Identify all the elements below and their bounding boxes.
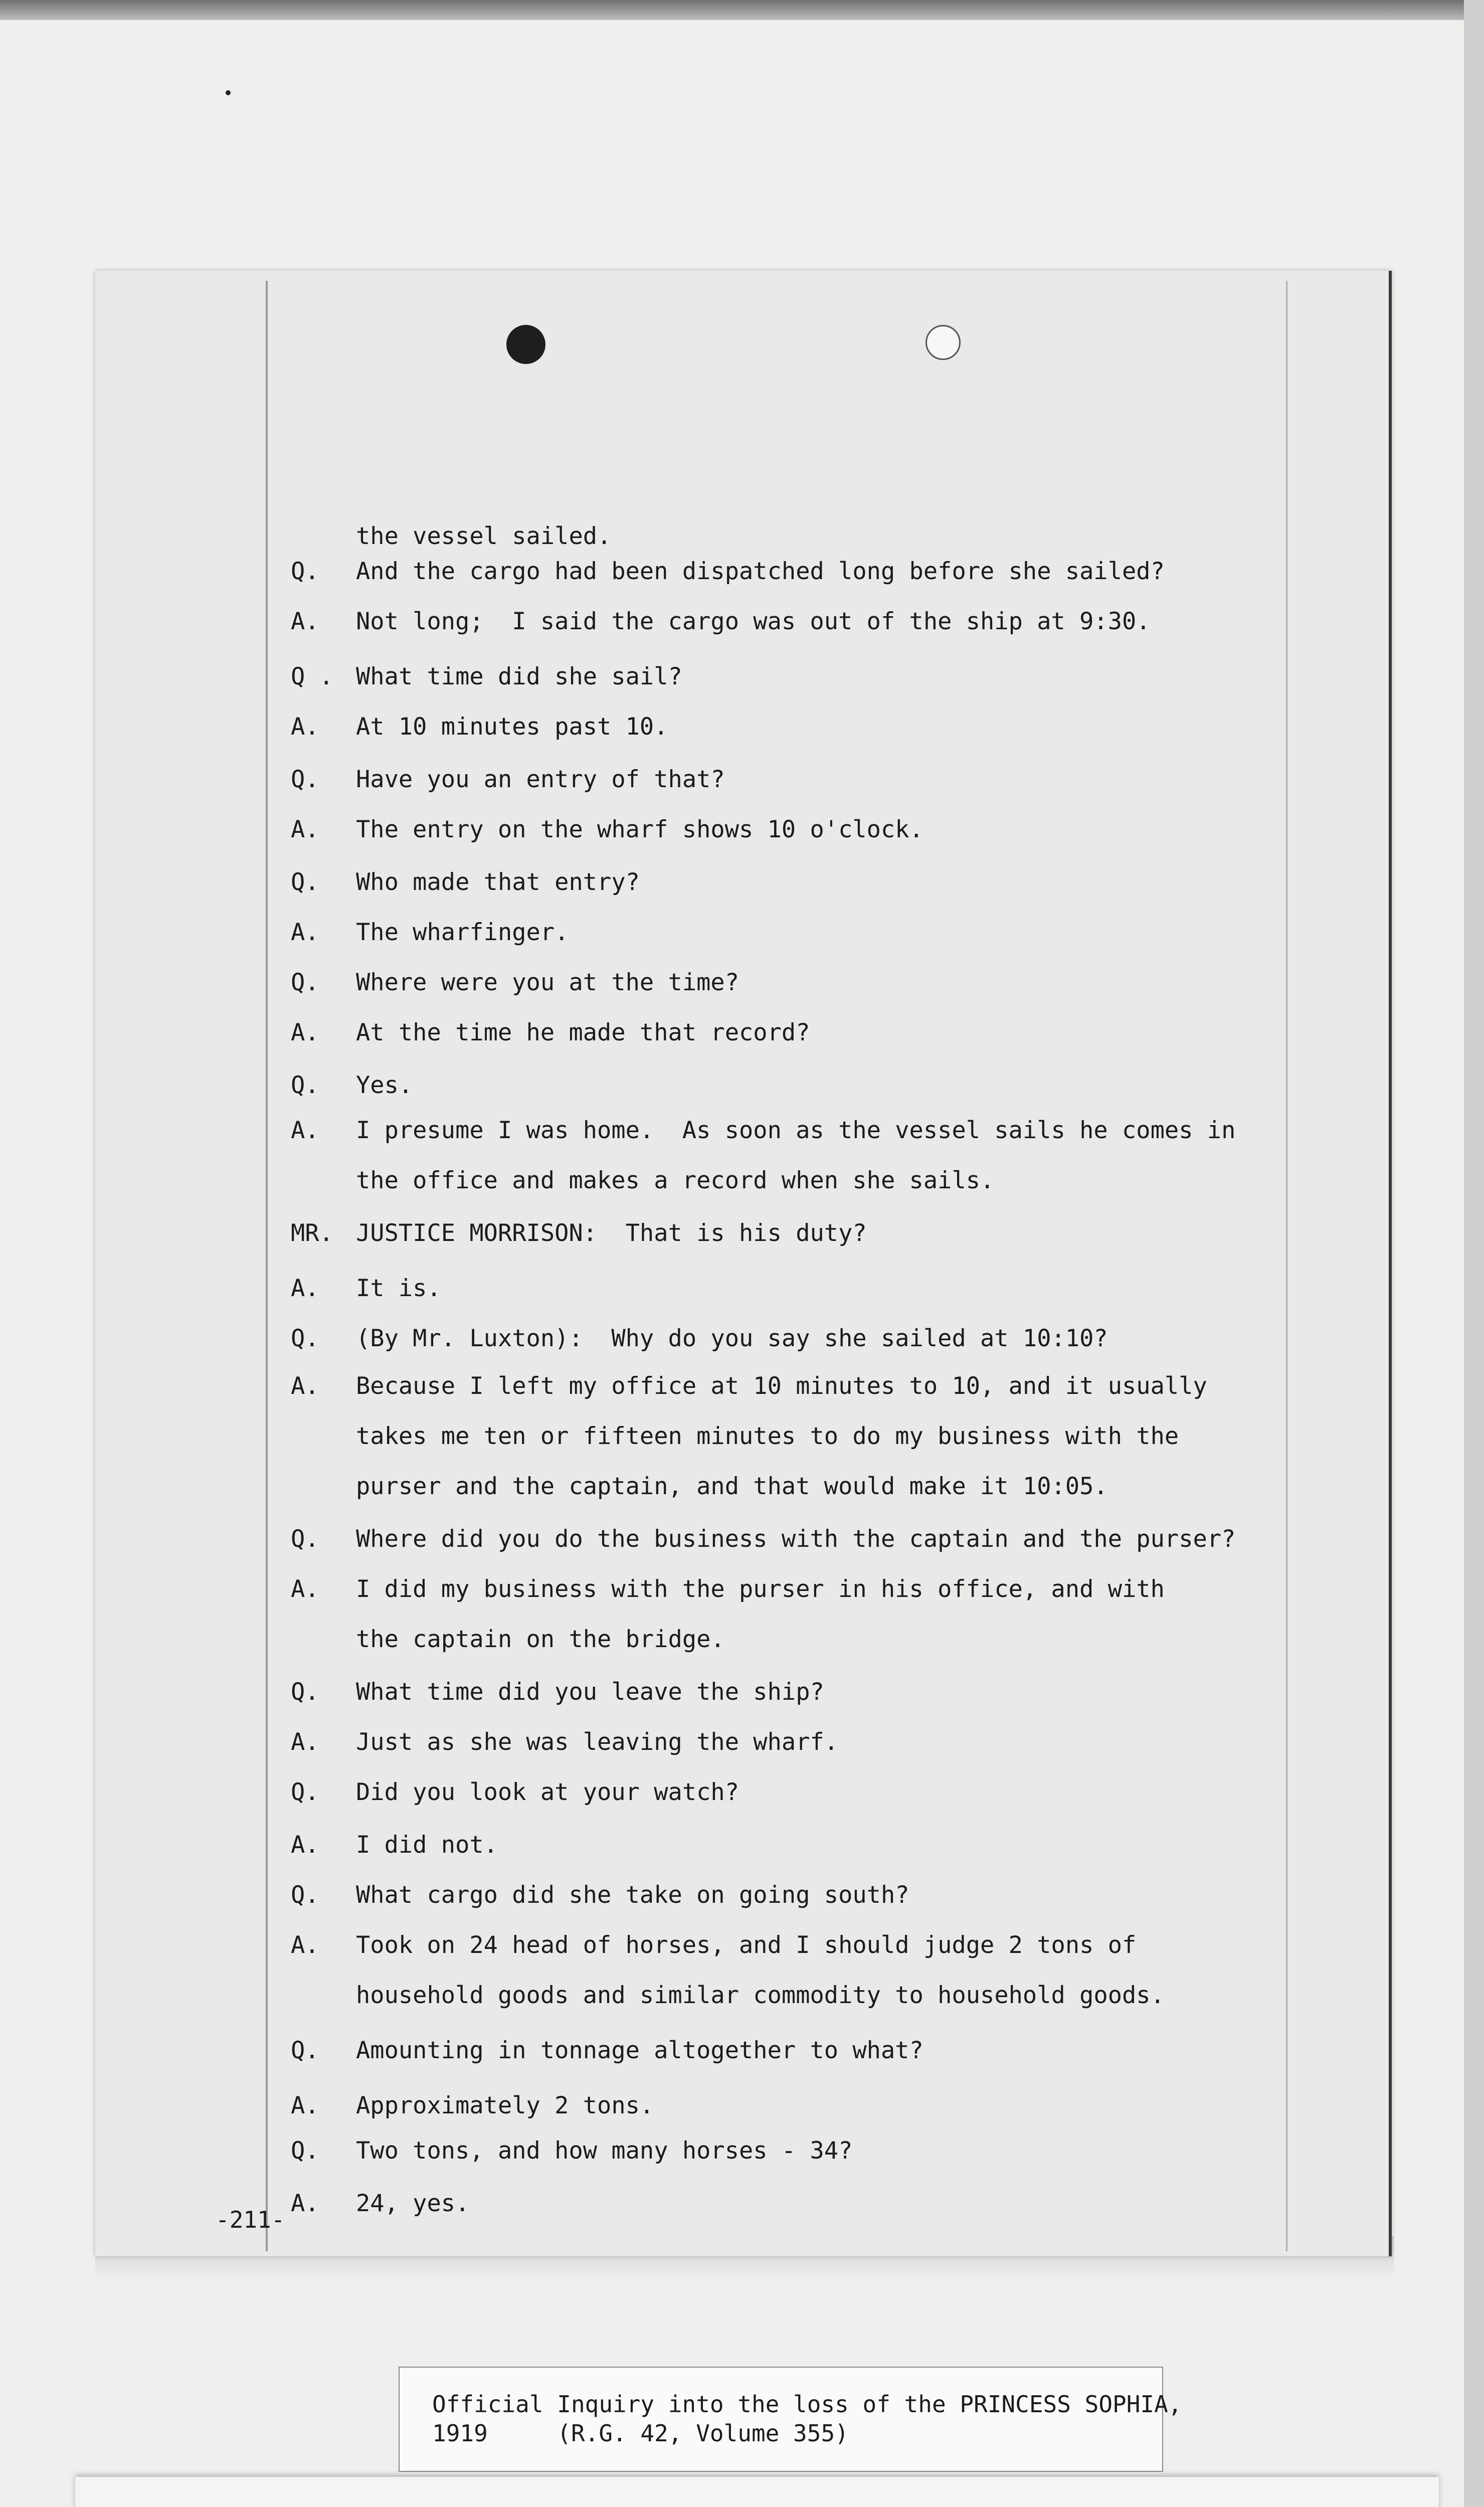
line-text: JUSTICE MORRISON: That is his duty? xyxy=(356,1219,867,1247)
transcript-line xyxy=(291,1472,1283,1502)
line-text: the office and makes a record when she sails. xyxy=(356,1167,995,1194)
line-speaker: A. xyxy=(291,1117,319,1144)
line-speaker: Q. xyxy=(291,969,319,996)
line-speaker: Q. xyxy=(291,1525,319,1553)
transcript-line xyxy=(291,1777,1283,1808)
line-text: (By Mr. Luxton): Why do you say she sailed at 10:10? xyxy=(356,1325,1108,1352)
punch-hole-dark xyxy=(506,325,545,364)
line-speaker: A. xyxy=(291,1372,319,1400)
transcript-line xyxy=(291,1625,1283,1655)
line-text: Who made that entry? xyxy=(356,868,640,896)
line-text: Because I left my office at 10 minutes to 10, and it usually xyxy=(356,1372,1207,1400)
transcript-line xyxy=(291,1421,1283,1452)
line-text: I did my business with the purser in his office, and with xyxy=(356,1575,1165,1603)
transcript-line xyxy=(291,1166,1283,1196)
line-text: At the time he made that record? xyxy=(356,1019,810,1046)
transcript-line xyxy=(291,1880,1283,1910)
dust-speck xyxy=(226,90,231,95)
line-speaker: A. xyxy=(291,1575,319,1603)
line-text: The wharfinger. xyxy=(356,919,569,946)
line-text: Where were you at the time? xyxy=(356,969,739,996)
line-speaker: A. xyxy=(291,713,319,741)
archive-caption-label xyxy=(399,2367,1182,2472)
line-text: Yes. xyxy=(356,1071,413,1099)
line-text: What time did she sail? xyxy=(356,663,682,690)
line-speaker: Q. xyxy=(291,1678,319,1706)
transcript-line xyxy=(291,1677,1283,1707)
line-speaker: A. xyxy=(291,2190,319,2217)
line-speaker: Q. xyxy=(291,1325,319,1352)
line-text: Just as she was leaving the wharf. xyxy=(356,1728,839,1756)
transcript-line xyxy=(291,1830,1283,1860)
transcript-line xyxy=(291,1324,1283,1354)
caption-line-2: 1919 (R.G. 42, Volume 355) xyxy=(432,2420,849,2447)
transcript-line xyxy=(291,765,1283,795)
transcript-line xyxy=(291,1070,1283,1101)
line-speaker: Q. xyxy=(291,868,319,896)
line-speaker: MR. xyxy=(291,1219,333,1247)
line-text: The entry on the wharf shows 10 o'clock. xyxy=(356,816,923,843)
punch-hole-light xyxy=(925,325,961,360)
transcript-line xyxy=(291,1930,1283,1960)
transcript-line xyxy=(291,607,1283,637)
line-speaker: A. xyxy=(291,1728,319,1756)
transcript-line xyxy=(291,662,1283,692)
archives-stamp xyxy=(75,2477,1439,2507)
transcript-line xyxy=(291,521,1283,552)
line-text: Took on 24 head of horses, and I should judge 2 tons of xyxy=(356,1931,1137,1959)
line-speaker: Q. xyxy=(291,558,319,585)
line-text: It is. xyxy=(356,1275,441,1302)
right-margin-rule xyxy=(1286,281,1287,2251)
line-speaker: A. xyxy=(291,816,319,843)
line-text: Amounting in tonnage altogether to what? xyxy=(356,2037,923,2064)
line-speaker: A. xyxy=(291,2092,319,2119)
transcript-line xyxy=(291,712,1283,742)
line-text: And the cargo had been dispatched long before she sailed? xyxy=(356,558,1165,585)
transcript-line xyxy=(291,1218,1283,1248)
line-text: Two tons, and how many horses - 34? xyxy=(356,2137,853,2165)
page-number: -211- xyxy=(216,2206,285,2233)
line-text: household goods and similar commodity to household goods. xyxy=(356,1982,1165,2009)
line-speaker: A. xyxy=(291,1931,319,1959)
scan-top-edge xyxy=(0,0,1484,20)
line-text: Where did you do the business with the captain and the purser? xyxy=(356,1525,1236,1553)
transcript-line xyxy=(291,2036,1283,2066)
transcript-line xyxy=(291,1727,1283,1757)
line-speaker: A. xyxy=(291,1275,319,1302)
line-speaker: Q. xyxy=(291,1778,319,1806)
transcript-line xyxy=(291,557,1283,587)
transcript-line xyxy=(291,1274,1283,1304)
transcript-line xyxy=(291,2091,1283,2121)
line-text: takes me ten or fifteen minutes to do my business with the xyxy=(356,1422,1179,1450)
line-speaker: Q . xyxy=(291,663,333,690)
line-speaker: Q. xyxy=(291,766,319,793)
transcript-line xyxy=(291,1018,1283,1048)
transcript-line xyxy=(291,1116,1283,1146)
scan-right-edge xyxy=(1464,0,1484,2507)
line-speaker: Q. xyxy=(291,1071,319,1099)
line-text: the captain on the bridge. xyxy=(356,1626,725,1653)
transcript-line xyxy=(291,1524,1283,1554)
transcript-line xyxy=(291,2136,1283,2166)
line-speaker: A. xyxy=(291,608,319,635)
line-speaker: Q. xyxy=(291,2137,319,2165)
left-margin-rule xyxy=(266,281,268,2251)
transcript-line xyxy=(291,1371,1283,1401)
line-text: purser and the captain, and that would make it 10:05. xyxy=(356,1473,1108,1500)
transcript-line xyxy=(291,918,1283,948)
transcript-line xyxy=(291,1574,1283,1604)
transcript-line xyxy=(291,968,1283,998)
line-text: Did you look at your watch? xyxy=(356,1778,739,1806)
line-text: Not long; I said the cargo was out of the ship at 9:30. xyxy=(356,608,1151,635)
line-text: At 10 minutes past 10. xyxy=(356,713,668,741)
line-speaker: Q. xyxy=(291,1881,319,1909)
line-speaker: A. xyxy=(291,1019,319,1046)
line-speaker: Q. xyxy=(291,2037,319,2064)
line-text: What cargo did she take on going south? xyxy=(356,1881,909,1909)
transcript-line xyxy=(291,867,1283,898)
line-text: Approximately 2 tons. xyxy=(356,2092,654,2119)
line-speaker: A. xyxy=(291,1831,319,1859)
line-text: I presume I was home. As soon as the vessel sails he comes in xyxy=(356,1117,1236,1144)
caption-line-1: Official Inquiry into the loss of the PRINCESS SOPHIA, xyxy=(432,2391,1182,2418)
line-speaker: A. xyxy=(291,919,319,946)
line-text: 24, yes. xyxy=(356,2190,470,2217)
line-text: the vessel sailed. xyxy=(356,522,612,550)
transcript-line xyxy=(291,1981,1283,2011)
line-text: I did not. xyxy=(356,1831,498,1859)
transcript-line xyxy=(291,815,1283,845)
line-text: What time did you leave the ship? xyxy=(356,1678,824,1706)
transcript-line xyxy=(291,2189,1283,2219)
line-text: Have you an entry of that? xyxy=(356,766,725,793)
